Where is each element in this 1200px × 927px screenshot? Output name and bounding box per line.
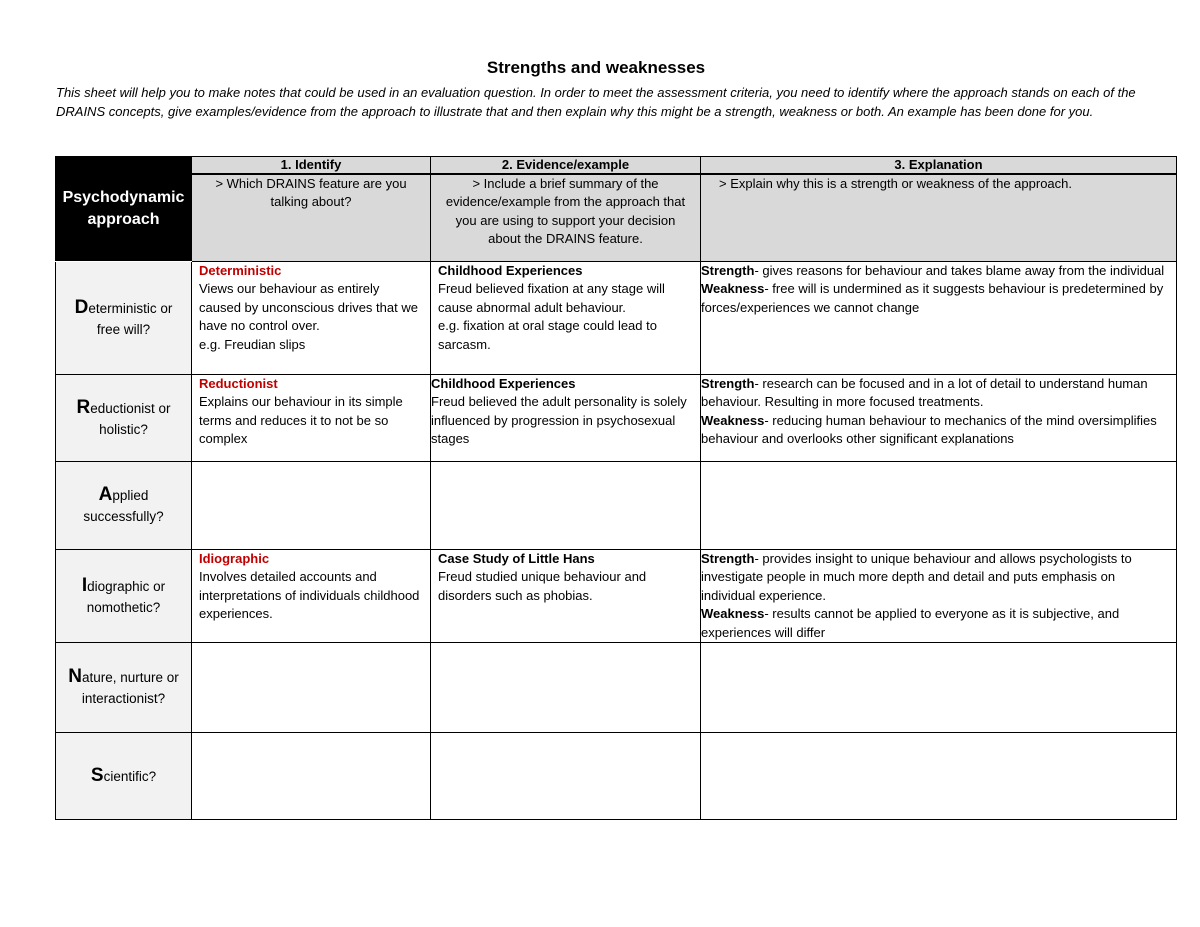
column-heading-identify: 1. Identify [192,157,431,175]
explanation-cell[interactable] [701,643,1177,733]
row-label-text: ature, nurture or interactionist? [81,670,179,707]
evidence-title: Childhood Experiences [431,376,576,391]
evidence-text: Freud believed the adult personality is solely influenced by progression in psychosexual stages [431,394,687,447]
evidence-title: Case Study of Little Hans [438,551,595,566]
row-initial: N [68,666,82,688]
weakness-text: - free will is undermined as it suggests behaviour is predetermined by forces/experiences we cannot change [701,281,1164,315]
explanation-cell[interactable] [701,375,1177,462]
row-initial: I [81,574,88,596]
strength-text: - provides insight to unique behaviour and allows psychologists to investigate people in much more depth and detail and puts emphasis on individual experience. [701,551,1132,603]
identify-title: Idiographic [199,551,270,566]
strength-label: Strength [701,551,755,566]
row-label-text: pplied successfully? [83,488,164,524]
row-label-idiographic [56,550,192,643]
row-initial: A [98,484,113,505]
evidence-cell[interactable] [431,262,701,375]
row-label-deterministic [56,262,192,375]
identify-title: Deterministic [199,263,282,278]
identify-text: Explains our behaviour in its simple terms and reduces it to not be so complex [199,394,403,447]
column-heading-explanation: 3. Explanation [701,157,1177,175]
row-label-nature [56,643,192,733]
evidence-title: Childhood Experiences [438,263,583,278]
column-heading-evidence: 2. Evidence/example [431,157,701,175]
row-label-text: cientific? [103,769,157,785]
identify-cell[interactable] [192,262,431,375]
evidence-cell[interactable] [431,375,701,462]
evidence-cell[interactable] [431,733,701,820]
identify-cell[interactable] [192,733,431,820]
identify-text: Views our behaviour as entirely caused by unconscious drives that we have no control over. e.g. Freudian slips [199,281,418,352]
evidence-text: Freud believed fixation at any stage will cause abnormal adult behaviour. e.g. fixation at oral stage could lead to sarcasm. [438,281,665,352]
column-prompt-explanation: > Explain why this is a strength or weakness of the approach. [701,174,1177,262]
corner-label: Psychodynamic approach [56,157,192,262]
row-initial: R [76,396,91,418]
identify-cell[interactable] [192,643,431,733]
strength-label: Strength [701,263,755,278]
evidence-cell[interactable] [431,550,701,643]
explanation-cell[interactable] [701,462,1177,550]
weakness-label: Weakness [701,281,765,297]
column-prompt-evidence: > Include a brief summary of the evidence/example from the approach that you are using to support your decision about the DRAINS feature. [431,174,701,262]
weakness-text: - results cannot be applied to everyone as it is subjective, and experiences will differ [701,606,1120,640]
evidence-text: Freud studied unique behaviour and disorders such as phobias. [438,569,647,603]
identify-text: Involves detailed accounts and interpretations of individuals childhood experiences. [199,569,420,622]
row-label-scientific [56,733,192,820]
row-label-text: eterministic or free will? [88,300,173,337]
weakness-label: Weakness [701,606,765,622]
row-initial: D [74,296,89,318]
evidence-cell[interactable] [431,462,701,550]
page-title: Strengths and weaknesses [486,58,706,77]
identify-cell[interactable] [192,550,431,643]
column-prompt-identify: > Which DRAINS feature are you talking about? [192,174,431,262]
row-label-applied [56,462,192,550]
identify-cell[interactable] [192,462,431,550]
row-label-text: eductionist or holistic? [90,400,171,437]
intro-paragraph: This sheet will help you to make notes that could be used in an evaluation question. In order to meet the assessment criteria, you need to identify where the approach stands on each of the DRAINS concepts, give examples/evidence from the approach to illustrate that and then explain why this might be a strength, weakness or both. An example has been done for you. [56,85,1136,119]
identify-cell[interactable] [192,375,431,462]
identify-title: Reductionist [199,376,278,391]
explanation-cell[interactable] [701,733,1177,820]
evidence-cell[interactable] [431,643,701,733]
weakness-text: - reducing human behaviour to mechanics of the mind oversimplifies behaviour and overlooks other significant explanations [701,412,1157,447]
explanation-cell[interactable] [701,262,1177,375]
strength-text: - research can be focused and in a lot of detail to understand human behaviour. Resulting in more focused treatments. [701,376,1148,410]
drains-table [55,156,1177,820]
explanation-cell[interactable] [701,550,1177,643]
strength-text: - gives reasons for behaviour and takes blame away from the individual [754,263,1165,278]
row-initial: S [90,765,104,787]
row-label-reductionist [56,375,192,462]
row-label-text: diographic or nomothetic? [86,578,166,615]
weakness-label: Weakness [701,412,765,428]
strength-label: Strength [701,376,755,391]
